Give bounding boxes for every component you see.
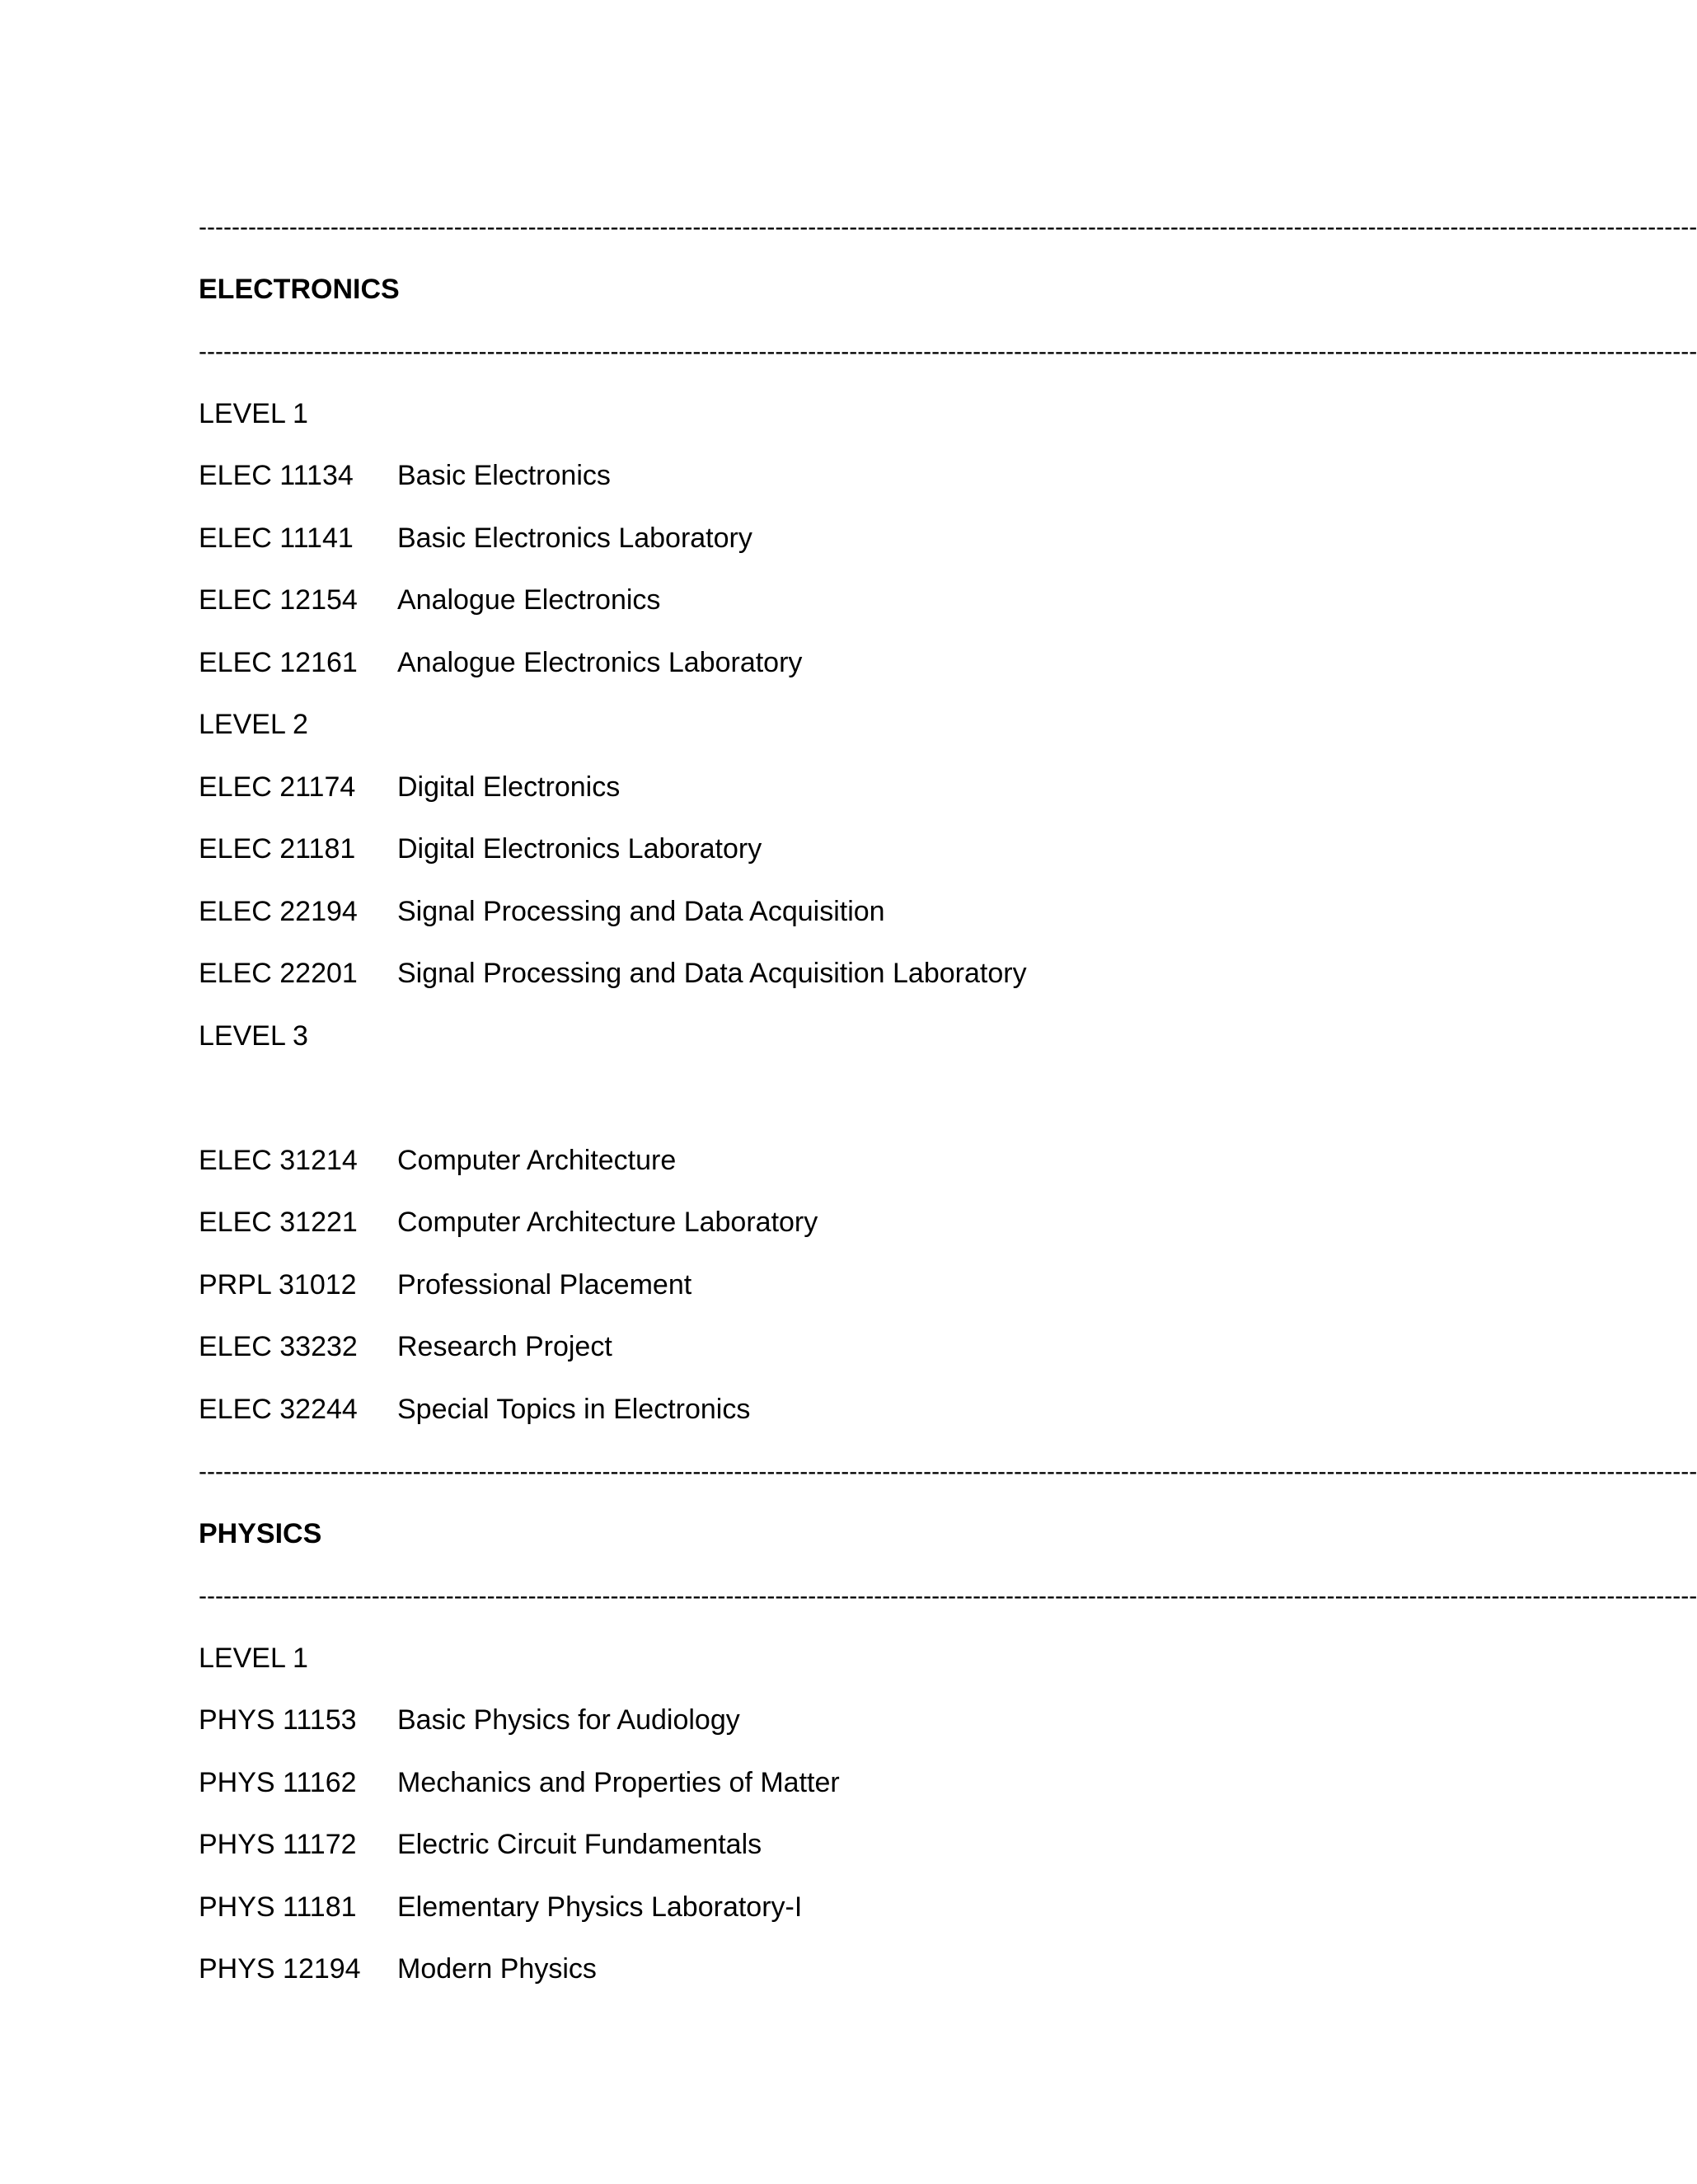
course-row [199, 1938, 1484, 2001]
course-row [199, 818, 1484, 881]
course-code: ELEC 12161 [199, 646, 358, 678]
course-code: ELEC 31214 [199, 1144, 358, 1176]
level-label: LEVEL 1 [199, 397, 308, 429]
course-title: Special Topics in Electronics [397, 1393, 751, 1425]
section-heading-physics: PHYSICS [199, 1517, 322, 1549]
course-code: ELEC 21174 [199, 771, 356, 803]
course-code: PHYS 11153 [199, 1704, 357, 1736]
level-label: LEVEL 2 [199, 709, 308, 740]
course-code: ELEC 12154 [199, 584, 358, 616]
course-title: Basic Electronics [397, 460, 611, 491]
course-row [199, 881, 1484, 944]
course-row [199, 1814, 1484, 1877]
course-title: Computer Architecture [397, 1144, 677, 1176]
document-content [199, 196, 1697, 2001]
course-title: Mechanics and Properties of Matter [397, 1766, 840, 1798]
course-row [199, 1254, 1484, 1317]
course-title: Computer Architecture Laboratory [397, 1207, 818, 1238]
section-divider: -------------------------------------------------------------------------------------------------------------------------------------------------------------------------------------- [199, 1458, 1697, 1485]
course-code: ELEC 32244 [199, 1393, 358, 1425]
course-code: ELEC 33232 [199, 1331, 358, 1362]
course-code: ELEC 11134 [199, 460, 354, 491]
course-row [199, 757, 1484, 819]
course-title: Signal Processing and Data Acquisition Laboratory [397, 958, 1027, 989]
course-title: Research Project [397, 1331, 612, 1362]
course-title: Basic Physics for Audiology [397, 1704, 740, 1736]
course-row [199, 943, 1484, 1005]
course-row [199, 445, 1484, 508]
course-code: ELEC 11141 [199, 522, 354, 554]
section-heading-electronics: ELECTRONICS [199, 273, 400, 305]
section-divider: -------------------------------------------------------------------------------------------------------------------------------------------------------------------------------------- [199, 1582, 1697, 1610]
course-code: ELEC 22194 [199, 895, 358, 927]
course-title: Digital Electronics Laboratory [397, 833, 762, 865]
course-row [199, 632, 1484, 695]
course-title: Modern Physics [397, 1953, 597, 1985]
course-row [199, 569, 1484, 632]
course-title: Professional Placement [397, 1268, 692, 1301]
course-title: Digital Electronics [397, 771, 621, 803]
course-title: Signal Processing and Data Acquisition [397, 895, 885, 927]
section-divider: -------------------------------------------------------------------------------------------------------------------------------------------------------------------------------------- [199, 213, 1697, 241]
course-row [199, 1690, 1484, 1752]
course-code: ELEC 21181 [199, 833, 356, 865]
course-title: Electric Circuit Fundamentals [397, 1829, 762, 1860]
course-row [199, 508, 1484, 570]
course-code: PHYS 11162 [199, 1766, 357, 1798]
course-row [199, 1192, 1484, 1254]
course-code: ELEC 31221 [199, 1207, 358, 1238]
course-row [199, 1877, 1484, 1939]
course-row [199, 1316, 1484, 1379]
course-code: PHYS 11172 [199, 1829, 357, 1860]
course-title: Basic Electronics Laboratory [397, 522, 752, 554]
section-divider: -------------------------------------------------------------------------------------------------------------------------------------------------------------------------------------- [199, 338, 1697, 365]
course-title: Analogue Electronics [397, 584, 661, 616]
course-title: Elementary Physics Laboratory-I [397, 1891, 803, 1923]
course-row [199, 1752, 1484, 1815]
course-code: PRPL 31012 [199, 1268, 357, 1301]
blank-line [199, 1067, 1484, 1130]
level-label: LEVEL 1 [199, 1642, 308, 1674]
course-row [199, 1379, 1484, 1441]
course-title: Analogue Electronics Laboratory [397, 646, 803, 678]
level-label: LEVEL 3 [199, 1019, 308, 1052]
course-row [199, 1130, 1484, 1193]
course-code: PHYS 12194 [199, 1953, 361, 1985]
course-code: PHYS 11181 [199, 1891, 357, 1923]
course-code: ELEC 22201 [199, 958, 358, 989]
